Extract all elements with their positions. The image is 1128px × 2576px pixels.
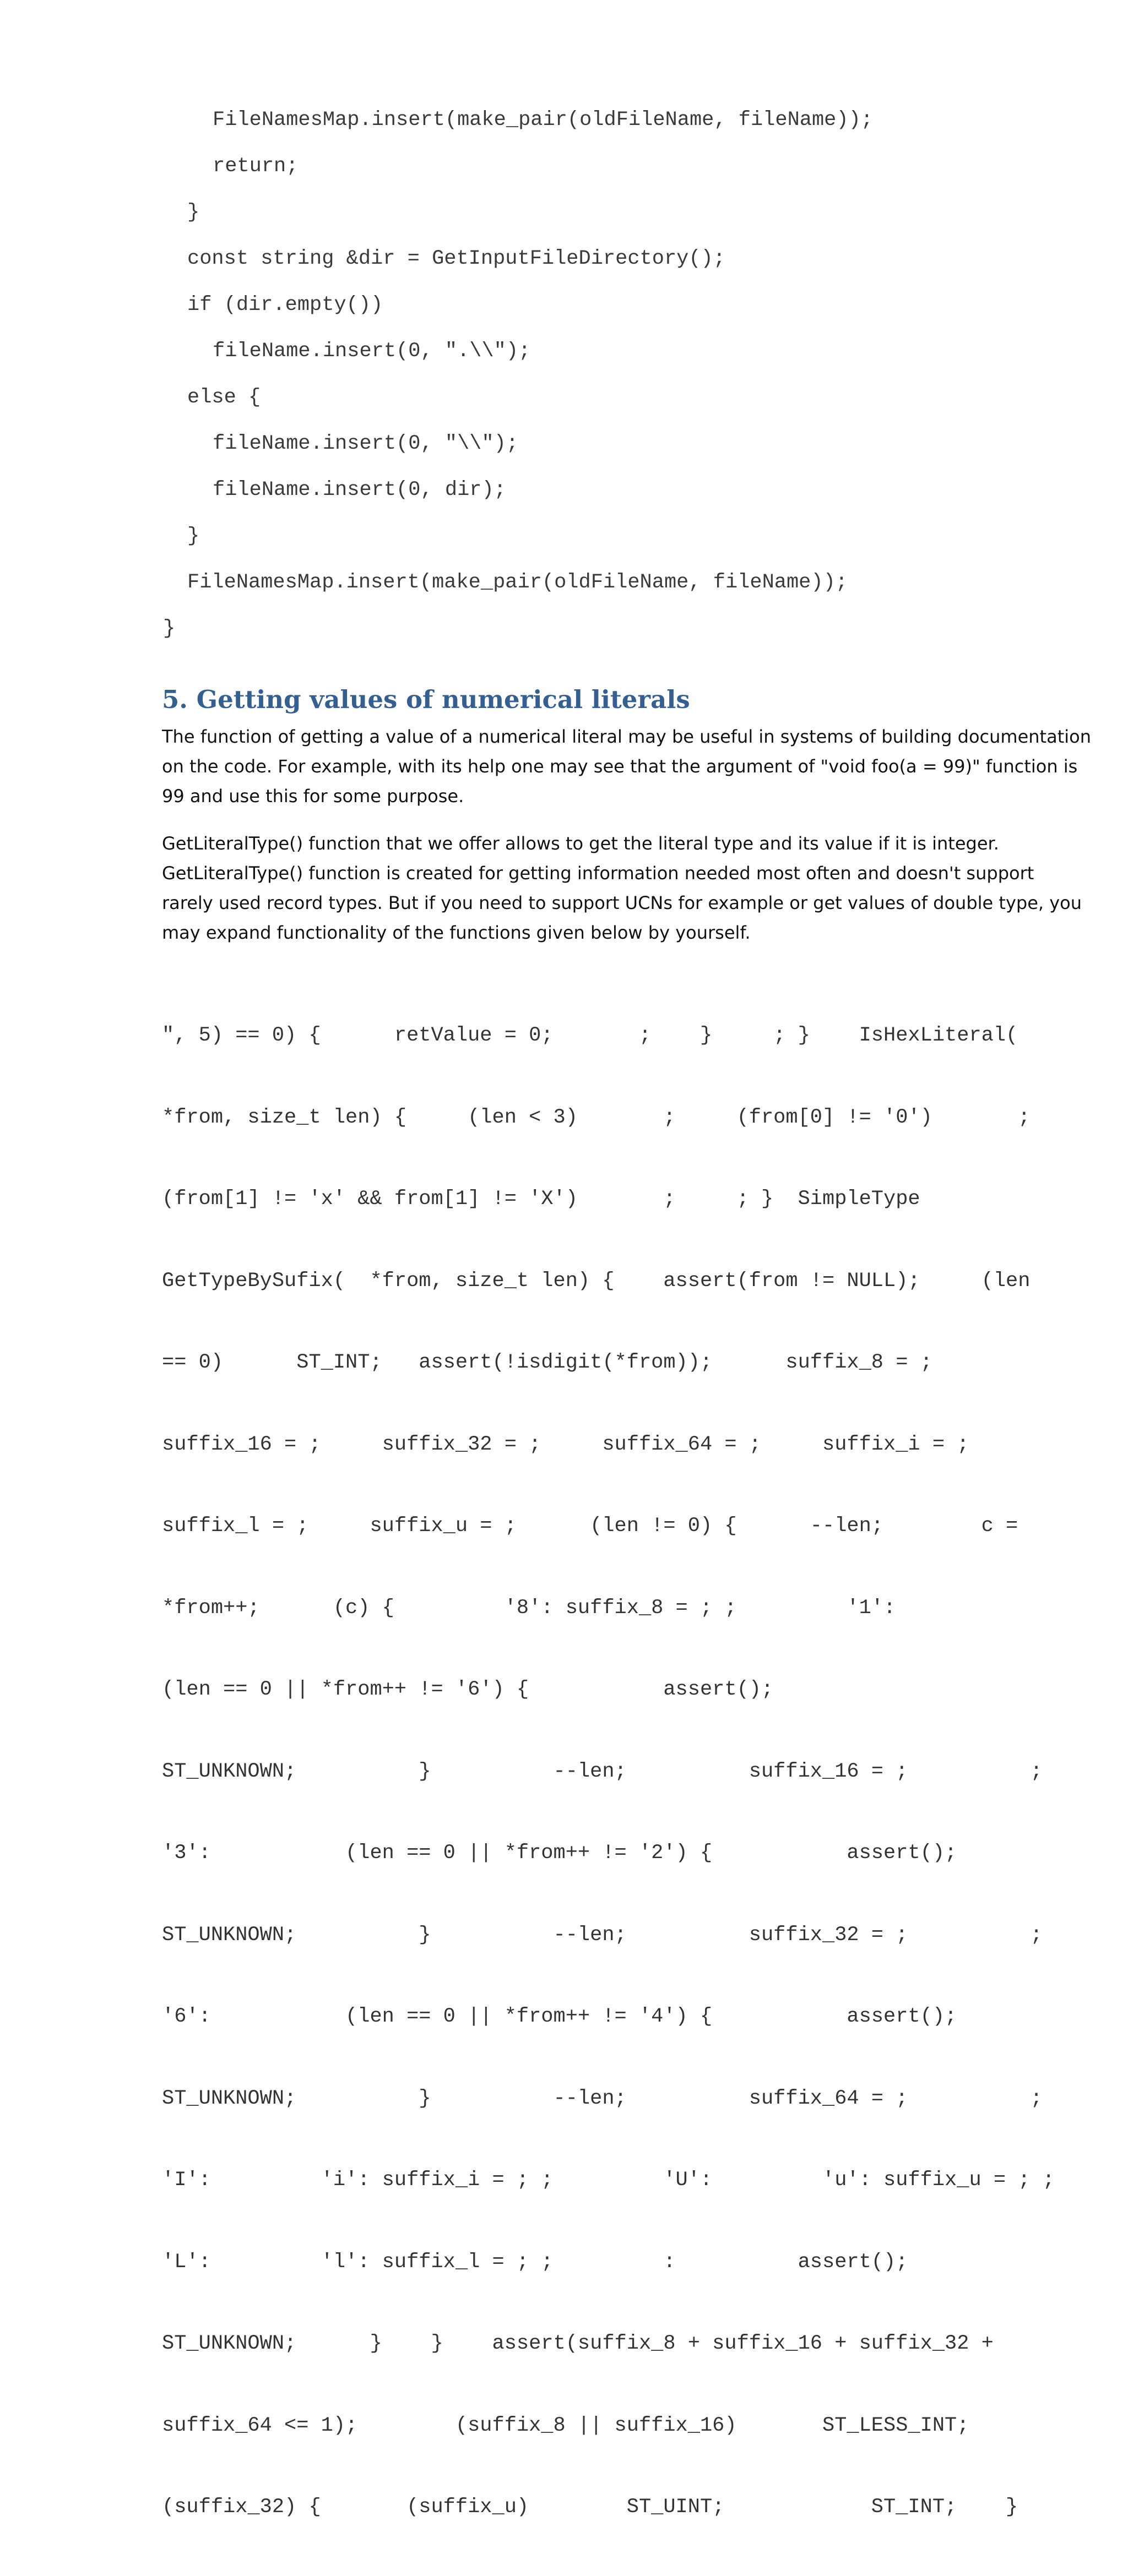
garbled-code-line: '3': (len == 0 || *from++ != '2') { assert(); [162,1842,957,1865]
paragraph-1-line-3: 99 and use this for some purpose. [162,786,464,807]
garbled-code-line: ST_UNKNOWN; } } assert(suffix_8 + suffix_16 + suffix_32 + [162,2332,994,2355]
garbled-code-line: (suffix_32) { (suffix_u) ST_UINT; ST_INT; } [162,2496,1018,2519]
garbled-code-block [162,968,1055,2576]
paragraph-1 [162,722,1091,811]
code-line-2: return; [213,155,299,178]
code-line-9: fileName.insert(0, dir); [213,478,506,502]
code-line-7: else { [187,386,261,409]
code-line-11: FileNamesMap.insert(make_pair(oldFileName, fileName)); [187,571,848,594]
code-line-12: } [163,617,176,640]
code-line-10: } [187,525,200,548]
code-line-8: fileName.insert(0, "\\"); [213,432,519,455]
garbled-code-line: (from[1] != 'x' && from[1] != 'X') ; ; } SimpleType [162,1188,920,1211]
garbled-code-line: GetTypeBySufix( *from, size_t len) { assert(from != NULL); (len [162,1269,1031,1293]
garbled-code-line: '6': (len == 0 || *from++ != '4') { assert(); [162,2005,957,2028]
paragraph-2-line-4: may expand functionality of the functions given below by yourself. [162,922,751,943]
garbled-code-line: ST_UNKNOWN; } --len; suffix_64 = ; ; [162,2087,1043,2110]
paragraph-1-line-1: The function of getting a value of a numerical literal may be useful in systems of building documentation [162,726,1091,747]
code-line-3: } [187,201,200,224]
garbled-code-line: ST_UNKNOWN; } --len; suffix_16 = ; ; [162,1760,1043,1783]
paragraph-2 [162,829,1082,947]
garbled-code-line: 'L': 'l': suffix_l = ; ; : assert(); [162,2250,908,2274]
section-heading: 5. Getting values of numerical literals [162,685,690,714]
garbled-code-line: suffix_16 = ; suffix_32 = ; suffix_64 = ; suffix_i = ; [162,1433,969,1456]
code-line-4: const string &dir = GetInputFileDirectory(); [187,247,725,270]
code-line-6: fileName.insert(0, ".\\"); [213,340,531,363]
garbled-code-line: 'I': 'i': suffix_i = ; ; 'U': 'u': suffix_u = ; ; [162,2169,1055,2192]
paragraph-2-line-3: rarely used record types. But if you need to support UCNs for example or get values of double type, you [162,892,1082,913]
garbled-code-line: == 0) ST_INT; assert(!isdigit(*from)); suffix_8 = ; [162,1351,932,1374]
garbled-code-line: suffix_64 <= 1); (suffix_8 || suffix_16) ST_LESS_INT; [162,2414,969,2437]
garbled-code-line: *from++; (c) { '8': suffix_8 = ; ; '1': [162,1596,896,1620]
garbled-code-line: (len == 0 || *from++ != '6') { assert(); [162,1678,774,1701]
paragraph-1-line-2: on the code. For example, with its help one may see that the argument of "void foo(a = 99)" function is [162,756,1078,777]
paragraph-2-line-1: GetLiteralType() function that we offer allows to get the literal type and its value if it is integer. [162,833,999,854]
garbled-code-line: suffix_l = ; suffix_u = ; (len != 0) { --len; c = [162,1515,1018,1538]
paragraph-2-line-2: GetLiteralType() function is created for getting information needed most often and doesn't support [162,863,1034,884]
code-line-1: FileNamesMap.insert(make_pair(oldFileName, fileName)); [213,108,873,132]
garbled-code-line: ", 5) == 0) { retValue = 0; ; } ; } IsHexLiteral( [162,1024,1018,1047]
garbled-code-line: *from, size_t len) { (len < 3) ; (from[0] != '0') ; [162,1105,1031,1129]
code-line-5: if (dir.empty()) [187,293,383,317]
garbled-code-line: ST_UNKNOWN; } --len; suffix_32 = ; ; [162,1923,1043,1947]
